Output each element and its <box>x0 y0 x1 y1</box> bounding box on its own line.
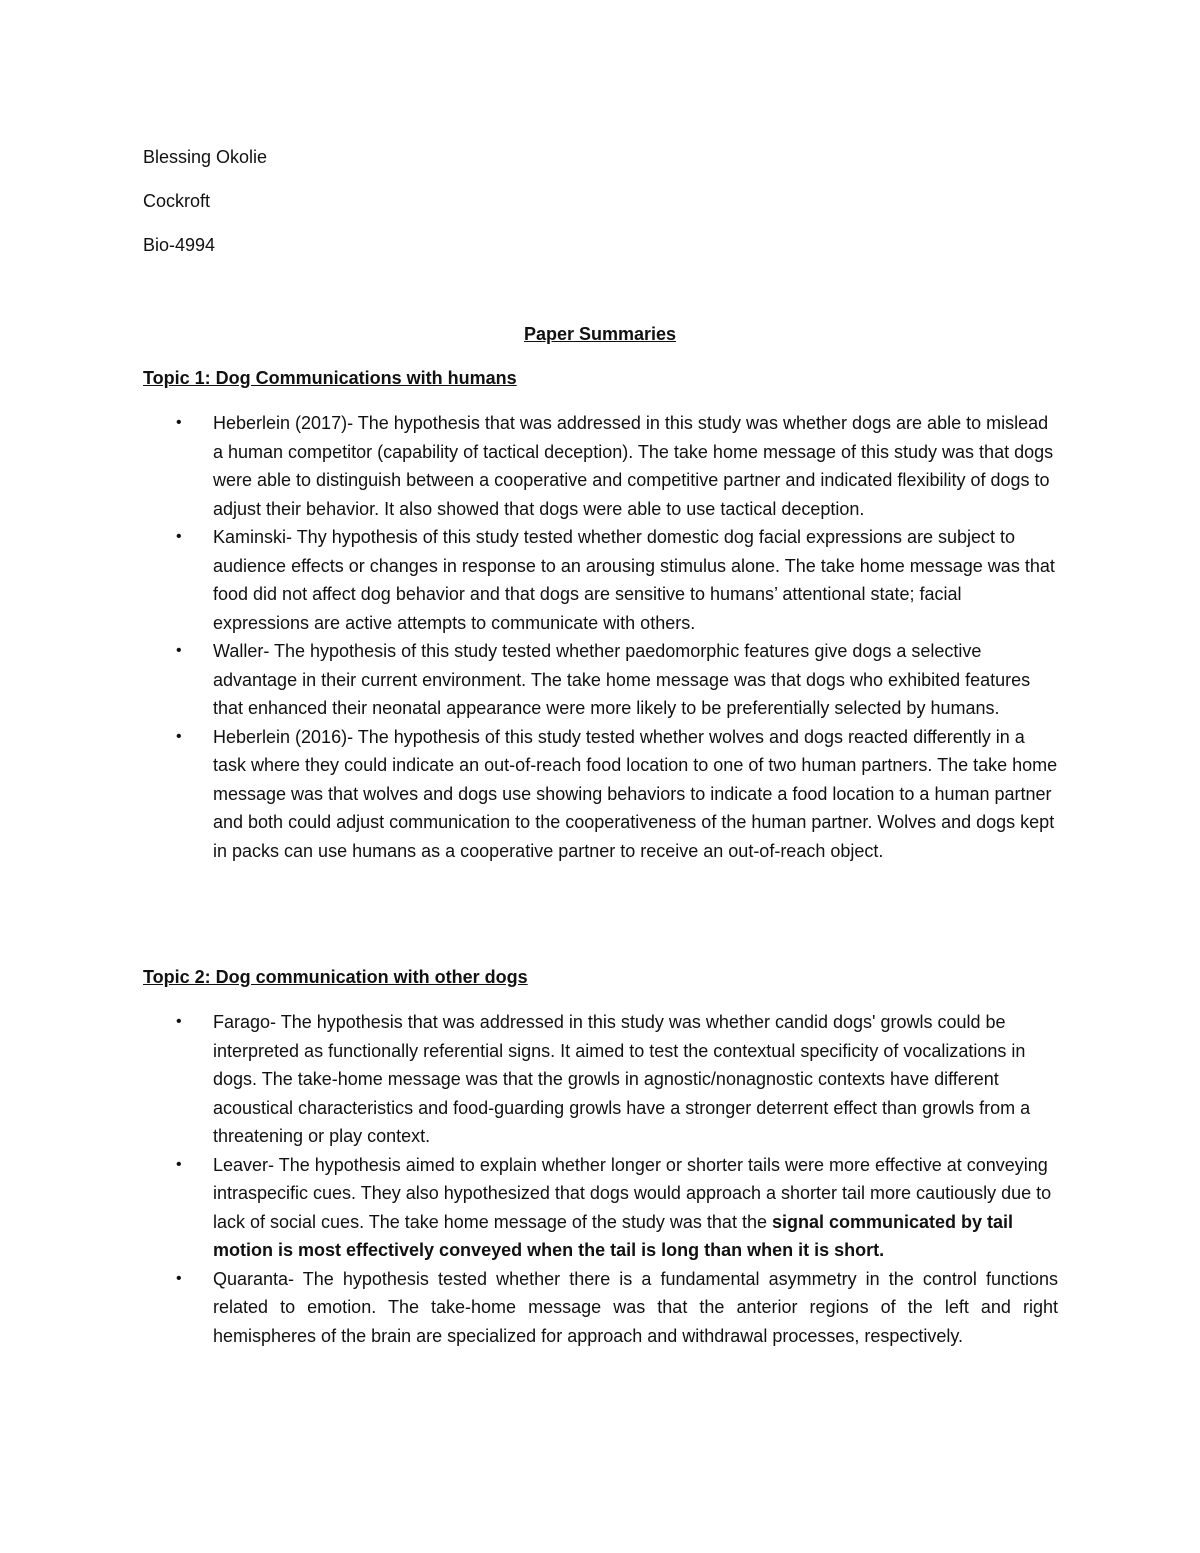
list-item <box>143 523 1058 637</box>
bullet-icon: • <box>176 414 182 431</box>
author-name: Blessing Okolie <box>143 147 268 167</box>
topic-2-list <box>143 1008 1058 1350</box>
topic-1-list <box>143 409 1058 865</box>
list-item <box>143 1151 1058 1265</box>
summary-text: Kaminski- Thy hypothesis of this study tested whether domestic dog facial expressions are subject to audience effects or changes in response to an arousing stimulus alone. The take home message was that food did not affect dog behavior and that dogs are sensitive to humans’ attentional state; facial expressions are active attempts to communicate with others. <box>213 527 1055 633</box>
list-item <box>143 723 1058 866</box>
professor-name: Cockroft <box>143 191 211 211</box>
summary-text: Heberlein (2016)- The hypothesis of this study tested whether wolves and dogs reacted differently in a task where they could indicate an out-of-reach food location to one of two human partners. The take home message was that wolves and dogs use showing behaviors to indicate a food location to a human partner and both could adjust communication to the cooperativeness of the human partner. Wolves and dogs kept in packs can use humans as a cooperative partner to receive an out-of-reach object. <box>213 726 1058 861</box>
summary-text: Quaranta- The hypothesis tested whether there is a fundamental asymmetry in the control functions related to emotion. The take-home message was that the anterior regions of the left and right hemispheres of the brain are specialized for approach and withdrawal processes, respectively. <box>213 1268 1058 1346</box>
summary-text: Leaver- The hypothesis aimed to explain whether longer or shorter tails were more effective at conveying intraspecific cues. They also hypothesized that dogs would approach a shorter tail more cautiously due to lack of social cues. The take home message of the study was that the <box>213 1154 1052 1232</box>
list-item <box>143 637 1058 723</box>
list-item <box>143 409 1058 523</box>
bullet-icon: • <box>176 727 182 745</box>
topic-heading-1: Topic 1: Dog Communications with humans <box>143 368 517 388</box>
bullet-icon: • <box>176 528 182 545</box>
summary-text: Heberlein (2017)- The hypothesis that was addressed in this study was whether dogs are able to mislead a human competitor (capability of tactical deception). The take home message of this study was that dogs were able to distinguish between a cooperative and competitive partner and indicated flexibility of dogs to adjust their behavior. It also showed that dogs were able to use tactical deception. <box>213 413 1054 519</box>
document-title: Paper Summaries <box>523 324 677 344</box>
list-item <box>143 1265 1058 1351</box>
bullet-icon: • <box>176 1269 182 1287</box>
list-item <box>143 1008 1058 1151</box>
topic-heading-2: Topic 2: Dog communication with other dogs <box>143 967 528 987</box>
bullet-icon: • <box>176 1013 182 1030</box>
summary-text: Farago- The hypothesis that was addressed in this study was whether candid dogs' growls could be interpreted as functionally referential signs. It aimed to test the contextual specificity of vocalizations in dogs. The take-home message was that the growls in agnostic/nonagnostic contexts have different acoustical characteristics and food-guarding growls have a stronger deterrent effect than growls from a threatening or play context. <box>213 1012 1031 1146</box>
bullet-icon: • <box>176 1155 182 1173</box>
course-code: Bio-4994 <box>143 235 216 255</box>
bullet-icon: • <box>176 642 182 659</box>
summary-text: Waller- The hypothesis of this study tested whether paedomorphic features give dogs a selective advantage in their current environment. The take home message was that dogs who exhibited features that enhanced their neonatal appearance were more likely to be preferentially selected by humans. <box>213 641 1031 718</box>
summary-bold-text: signal communicated by tail motion is most effectively conveyed when the tail is long than when it is short. <box>213 1211 1014 1260</box>
